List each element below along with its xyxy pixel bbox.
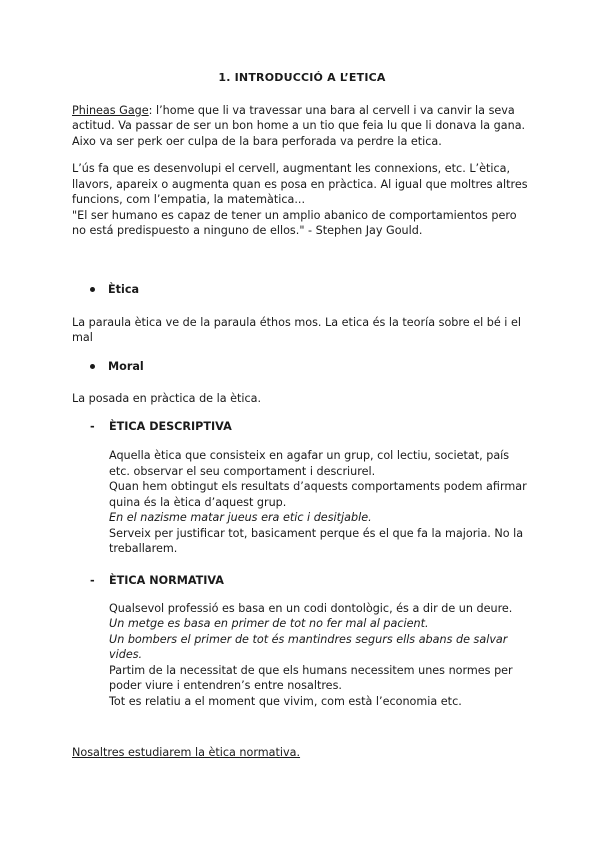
- dash-mark: -: [90, 420, 95, 433]
- normativa-line: Tot es relatiu a el moment que vivim, com està l’economia etc.: [109, 694, 462, 708]
- bullet-etica: [90, 283, 532, 296]
- normativa-example: Un metge es basa en primer de tot no fer mal al pacient.: [109, 617, 429, 630]
- etica-text: La paraula ètica ve de la paraula éthos mos. La etica és la teoría sobre el bé i el mal: [72, 315, 521, 344]
- intro-paragraph: [72, 103, 532, 150]
- paragraph-2-line: L’ús fa que es desenvolupi el cervell, augmentant les connexions, etc. L’ètica, llavors, apareix o augmenta quan es posa en pràctica. Al igual que moltres altres funcions, com l’empatia, la matemàtica...: [72, 162, 528, 206]
- descriptiva-line: Aquella ètica que consisteix en agafar un grup, col lectiu, societat, país etc. observar el seu comportament i descriurel.: [109, 449, 510, 478]
- normativa-body: [109, 601, 532, 710]
- normativa-example: Un bombers el primer de tot és mantindres segurs ells abans de salvar vides.: [109, 632, 508, 661]
- heading-normativa-row: [90, 574, 532, 587]
- heading-etica: Ètica: [108, 282, 140, 296]
- closing-statement: Nosaltres estudiarem la ètica normativa.: [72, 746, 301, 759]
- descriptiva-body: [109, 448, 532, 557]
- normativa-line: Partim de la necessitat de que els humans necessitem unes normes per poder viure i entendren’s entre nosaltres.: [109, 663, 513, 692]
- paragraph-2: [72, 161, 532, 239]
- document-page: [72, 70, 532, 761]
- moral-text: La posada en pràctica de la ètica.: [72, 391, 262, 405]
- heading-descriptiva-row: [90, 420, 532, 433]
- descriptiva-line: Serveix per justificar tot, basicament perque és el que fa la majoria. No la treballarem.: [109, 526, 524, 555]
- normativa-line: Qualsevol professió es basa en un codi dontològic, és a dir de un deure.: [109, 601, 513, 615]
- intro-name: Phineas Gage: [72, 103, 149, 117]
- quote: "El ser humano es capaz de tener un amplio abanico de comportamientos pero no está predispuesto a ninguno de ellos." - Stephen Jay Gould.: [72, 208, 517, 237]
- heading-normativa: ÈTICA NORMATIVA: [109, 573, 224, 587]
- bullet-dot-icon: [90, 287, 95, 292]
- descriptiva-example: En el nazisme matar jueus era etic i desitjable.: [109, 511, 372, 524]
- heading-moral: Moral: [108, 359, 144, 373]
- intro-text: : l’home que li va travessar una bara al cervell i va canvir la seva actitud. Va passar de ser un bon home a un tio que feia lu que li donava la gana. Aixo va ser perk oer culpa de la bara perforada va perdre la etica.: [72, 103, 526, 148]
- page-title: 1. INTRODUCCIÓ A L’ETICA: [218, 71, 386, 84]
- bullet-moral: [90, 360, 532, 373]
- descriptiva-line: Quan hem obtingut els resultats d’aquests comportaments podem afirmar quina és la ètica d’aquest grup.: [109, 480, 527, 509]
- dash-mark: -: [90, 573, 95, 587]
- heading-descriptiva: ÈTICA DESCRIPTIVA: [109, 420, 232, 433]
- bullet-dot-icon: [90, 364, 95, 369]
